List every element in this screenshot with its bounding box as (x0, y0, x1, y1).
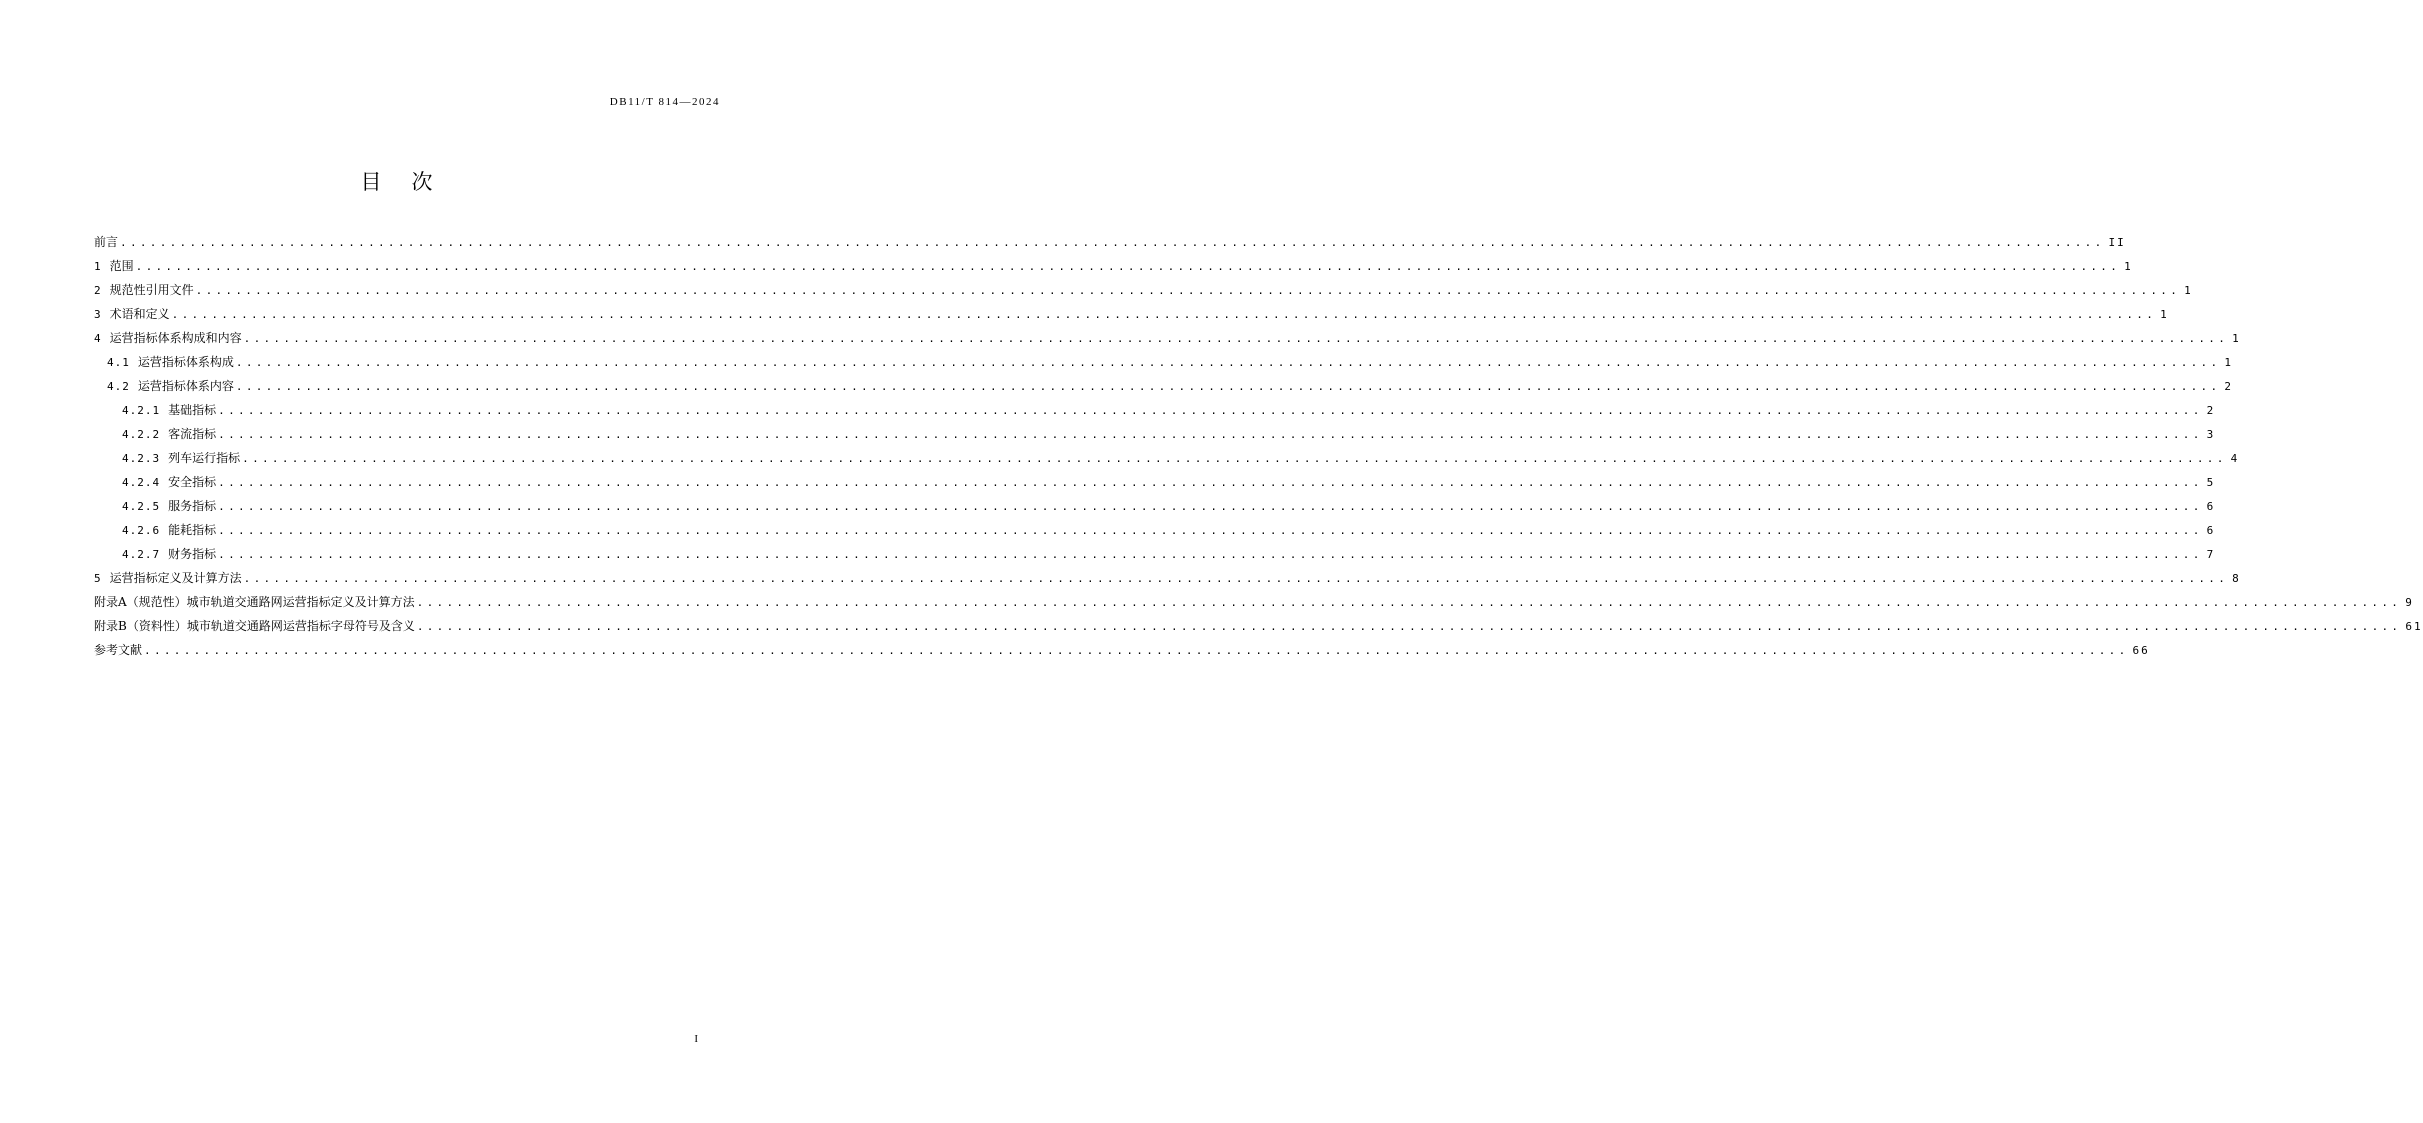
toc-entry-label: 附录A（规范性）城市轨道交通路网运营指标定义及计算方法 (94, 595, 415, 609)
toc-entry[interactable] (94, 619, 2423, 643)
toc-entry-label: 服务指标 (168, 499, 217, 513)
toc-entry-label: 运营指标体系构成 (137, 355, 234, 369)
toc-entry-label: 能耗指标 (168, 523, 217, 537)
toc-leader-dots: ........................................................................................................................................................................................................ (416, 620, 2402, 633)
toc-entry-number: 4 (94, 332, 102, 345)
toc-entry-number: 3 (94, 308, 102, 321)
toc-entry-number: 4.2.5 (122, 500, 161, 513)
toc-entry[interactable] (94, 643, 2150, 667)
toc-entry-label: 基础指标 (168, 403, 217, 417)
toc-entry-number: 4.2.7 (122, 548, 161, 561)
toc-entry-number: 4.2.4 (122, 476, 161, 489)
toc-entry-number: 1 (94, 260, 102, 273)
toc-entry-label: 列车运行指标 (168, 451, 241, 465)
toc-entry-number: 4.2.2 (122, 428, 161, 441)
toc-entry-label: 术语和定义 (109, 307, 170, 321)
toc-entry[interactable] (94, 259, 2133, 283)
document-code: DB11/T 814—2024 (609, 96, 720, 108)
toc-leader-dots: ........................................................................................................................................................................................................ (135, 260, 2121, 273)
page-number: I (694, 1033, 698, 1045)
toc-entry-label: 财务指标 (168, 547, 217, 561)
toc-leader-dots: ........................................................................................................................................................................................................ (218, 428, 2203, 441)
toc-entry[interactable] (94, 571, 2241, 595)
toc-entry-number: 4.2 (107, 380, 130, 393)
toc-entry-page: 6 (2206, 500, 2216, 513)
toc-entry-label: 范围 (109, 259, 134, 273)
toc-entry[interactable] (94, 307, 2169, 331)
toc-entry-page: 1 (2224, 356, 2234, 369)
toc-leader-dots: ........................................................................................................................................................................................................ (144, 644, 2129, 657)
toc-entry-page: 2 (2224, 380, 2234, 393)
toc-entry-number: 4.2.3 (122, 452, 161, 465)
toc-entry-page: 4 (2230, 452, 2240, 465)
toc-entry[interactable] (94, 499, 2216, 523)
toc-entry[interactable] (94, 331, 2241, 355)
toc-entry[interactable] (94, 475, 2216, 499)
toc-entry-label: 运营指标体系内容 (137, 379, 234, 393)
toc-entry-page: II (2108, 236, 2126, 249)
toc-title: 目次 (360, 170, 463, 194)
toc-leader-dots: ........................................................................................................................................................................................................ (120, 236, 2105, 249)
toc-entry-page: 2 (2206, 404, 2216, 417)
toc-entry-number: 2 (94, 284, 102, 297)
toc-entry-label: 附录B（资料性）城市轨道交通路网运营指标字母符号及含义 (94, 619, 415, 633)
toc-entry[interactable] (94, 523, 2216, 547)
toc-leader-dots: ........................................................................................................................................................................................................ (171, 308, 2157, 321)
toc-entry-label: 前言 (94, 235, 119, 249)
toc-leader-dots: ........................................................................................................................................................................................................ (242, 452, 2227, 465)
toc-leader-dots: ........................................................................................................................................................................................................ (218, 476, 2203, 489)
toc-entry-page: 1 (2160, 308, 2169, 321)
toc-leader-dots: ........................................................................................................................................................................................................ (218, 524, 2203, 537)
toc-entry-label: 规范性引用文件 (109, 283, 194, 297)
toc-leader-dots: ........................................................................................................................................................................................................ (416, 596, 2402, 609)
toc-entry[interactable] (94, 595, 2414, 619)
toc-entry-label: 客流指标 (168, 427, 217, 441)
toc-entry-number: 4.2.6 (122, 524, 161, 537)
toc-leader-dots: ........................................................................................................................................................................................................ (195, 284, 2181, 297)
toc-entry[interactable] (94, 235, 2126, 259)
toc-leader-dots: ........................................................................................................................................................................................................ (218, 404, 2203, 417)
toc-leader-dots: ........................................................................................................................................................................................................ (218, 500, 2203, 513)
toc-entry-page: 1 (2184, 284, 2193, 297)
toc-entry[interactable] (94, 283, 2193, 307)
toc-entry-page: 7 (2206, 548, 2216, 561)
toc-entry[interactable] (94, 379, 2234, 403)
toc-entry-page: 9 (2405, 596, 2414, 609)
toc-entry[interactable] (94, 403, 2216, 427)
toc-entry[interactable] (94, 547, 2216, 571)
toc-entry[interactable] (94, 355, 2234, 379)
toc-entry-label: 参考文献 (94, 643, 143, 657)
table-of-contents (94, 235, 2423, 667)
toc-entry-number: 4.1 (107, 356, 130, 369)
toc-leader-dots: ........................................................................................................................................................................................................ (235, 356, 2221, 369)
toc-entry-number: 4.2.1 (122, 404, 161, 417)
toc-entry-page: 5 (2206, 476, 2216, 489)
toc-entry-label: 运营指标定义及计算方法 (109, 571, 242, 585)
toc-entry-number: 5 (94, 572, 102, 585)
toc-entry-page: 1 (2232, 332, 2241, 345)
toc-leader-dots: ........................................................................................................................................................................................................ (235, 380, 2221, 393)
toc-entry-label: 运营指标体系构成和内容 (109, 331, 242, 345)
toc-entry-page: 1 (2124, 260, 2133, 273)
toc-entry[interactable] (94, 451, 2240, 475)
toc-entry-page: 8 (2232, 572, 2241, 585)
toc-entry[interactable] (94, 427, 2216, 451)
toc-entry-label: 安全指标 (168, 475, 217, 489)
toc-leader-dots: ........................................................................................................................................................................................................ (243, 572, 2229, 585)
toc-leader-dots: ........................................................................................................................................................................................................ (218, 548, 2203, 561)
toc-entry-page: 61 (2405, 620, 2423, 633)
toc-leader-dots: ........................................................................................................................................................................................................ (243, 332, 2229, 345)
toc-entry-page: 3 (2206, 428, 2216, 441)
toc-entry-page: 66 (2132, 644, 2150, 657)
toc-entry-page: 6 (2206, 524, 2216, 537)
